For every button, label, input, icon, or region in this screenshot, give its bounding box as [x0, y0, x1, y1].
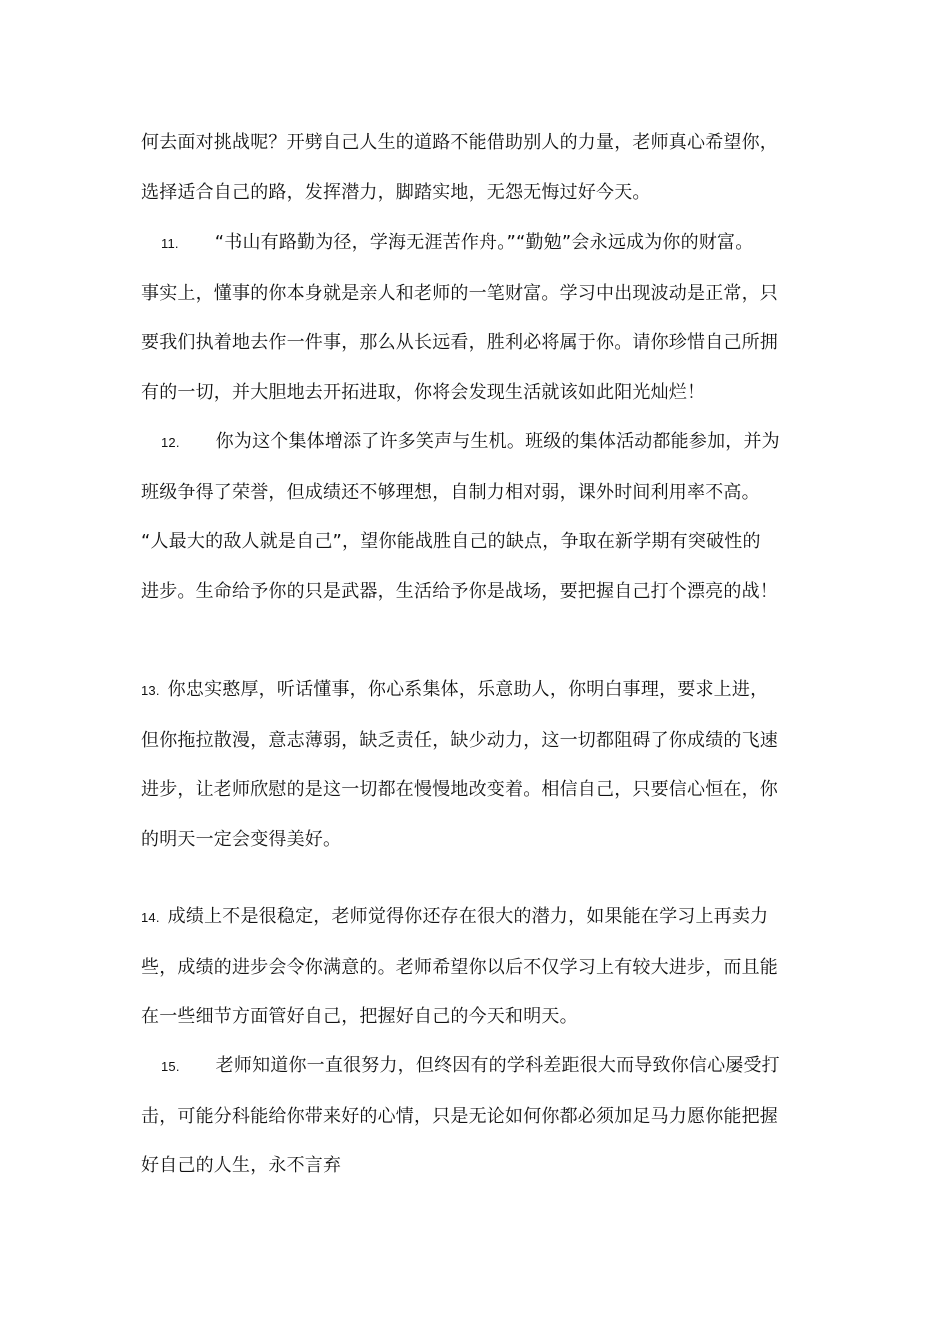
text-line-content: 你为这个集体增添了许多笑声与生机。班级的集体活动都能参加，并为	[215, 431, 780, 452]
item-number: 12.	[161, 435, 180, 450]
text-line: 的明天一定会变得美好。	[141, 828, 342, 850]
text-line	[141, 665, 813, 716]
text-line-content: 你忠实憨厚，听话懂事，你心系集体，乐意助人，你明白事理，要求上进，	[167, 679, 769, 700]
text-line: “人最大的敌人就是自己”，望你能战胜自己的缺点，争取在新学期有突破性的	[141, 531, 761, 552]
paragraph-continuation	[141, 118, 813, 217]
item-number: 11.	[161, 236, 179, 251]
text-line: 击，可能分科能给你带来好的心情，只是无论如何你都必须加足马力愿你能把握	[141, 1105, 778, 1127]
text-line	[141, 892, 813, 943]
text-line-content: 老师知道你一直很努力，但终因有的学科差距很大而导致你信心屡受打	[215, 1055, 780, 1076]
text-line: 进步。生命给予你的只是武器，生活给予你是战场，要把握自己打个漂亮的战！	[141, 580, 778, 602]
text-line	[141, 218, 813, 269]
text-line: 要我们执着地去作一件事，那么从长远看，胜利必将属于你。请你珍惜自己所拥	[141, 332, 778, 353]
text-line: 但你拖拉散漫，意志薄弱，缺乏责任，缺少动力，这一切都阻碍了你成绩的飞速	[141, 729, 778, 751]
text-line	[141, 417, 813, 468]
item-number: 14.	[141, 910, 160, 925]
text-line-content: “书山有路勤为径，学海无涯苦作舟。”“勤勉”会永远成为你的财富。	[214, 232, 754, 253]
text-line: 有的一切，并大胆地去开拓进取，你将会发现生活就该如此阳光灿烂！	[141, 381, 706, 403]
item-number: 13.	[141, 683, 160, 698]
text-line: 好自己的人生，永不言弃	[141, 1155, 342, 1176]
paragraph-item-14	[141, 892, 813, 1042]
text-line-content: 成绩上不是很稳定，老师觉得你还存在很大的潜力，如果能在学习上再卖力	[167, 906, 769, 927]
text-line: 何去面对挑战呢？开劈自己人生的道路不能借助别人的力量，老师真心希望你，	[141, 132, 778, 153]
text-line: 在一些细节方面管好自己，把握好自己的今天和明天。	[141, 1006, 578, 1027]
paragraph-item-13	[141, 665, 813, 864]
text-line: 进步，让老师欣慰的是这一切都在慢慢地改变着。相信自己，只要信心恒在，你	[141, 779, 778, 800]
paragraph-item-11	[141, 218, 813, 417]
item-number: 15.	[161, 1059, 180, 1074]
paragraph-item-15	[141, 1041, 813, 1191]
text-line: 事实上，懂事的你本身就是亲人和老师的一笔财富。学习中出现波动是正常，只	[141, 282, 778, 304]
text-line: 班级争得了荣誉，但成绩还不够理想，自制力相对弱，课外时间利用率不高。	[141, 481, 760, 503]
text-line: 选择适合自己的路，发挥潜力，脚踏实地，无怨无悔过好今天。	[141, 181, 651, 203]
paragraph-item-12	[141, 417, 813, 616]
text-line	[141, 1041, 813, 1092]
text-line: 些，成绩的进步会令你满意的。老师希望你以后不仅学习上有较大进步，而且能	[141, 956, 778, 978]
